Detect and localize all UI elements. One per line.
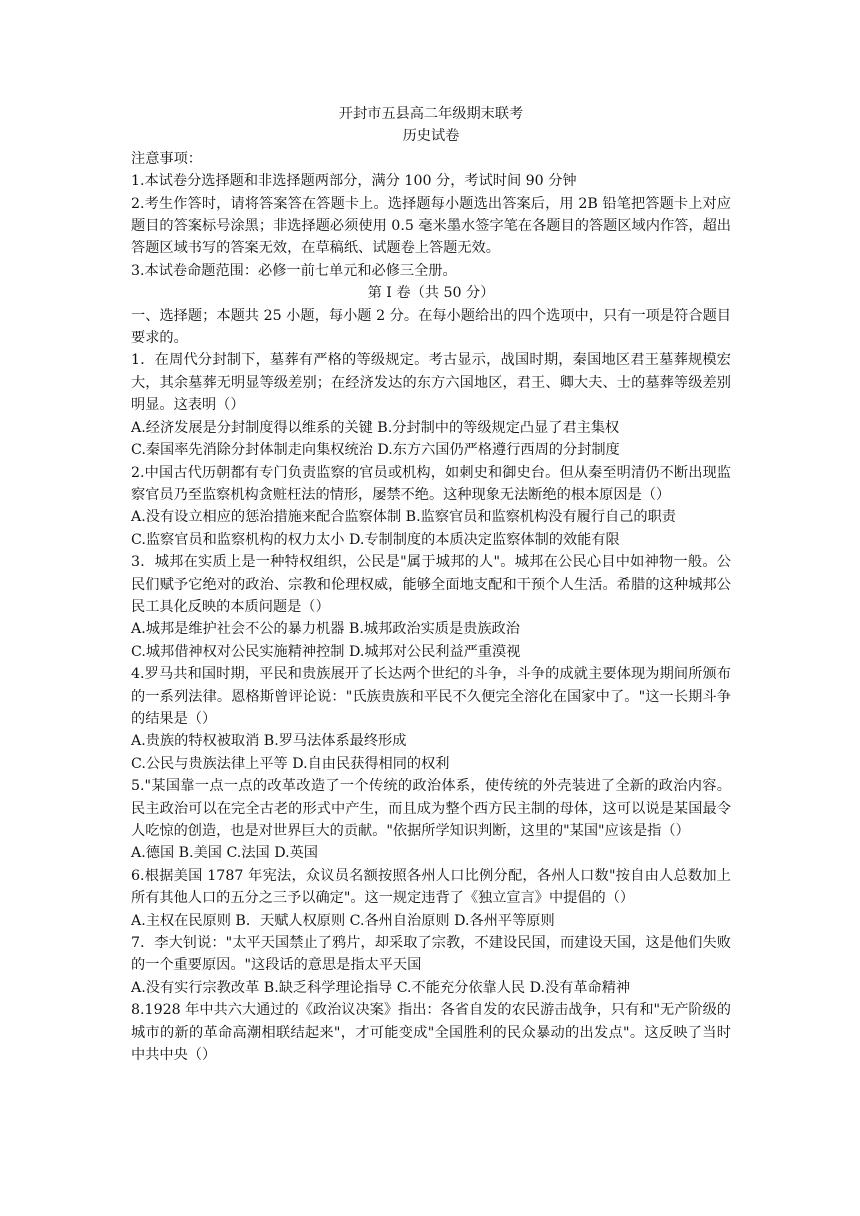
question-options: A.德国 B.美国 C.法国 D.英国 bbox=[131, 845, 318, 862]
question-options: C.秦国率先消除分封体制走向集权统治 D.东方六国仍严格遵行西周的分封制度 bbox=[131, 442, 620, 459]
question-2 bbox=[131, 462, 731, 552]
note-item: 2.考生作答时，请将答案答在答题卡上。选择题每小题选出答案后，用 2B 铅笔把答题卡上对应题目的答案标号涂黑；非选择题必须使用 0.5 毫米墨水签字笔在各题目的答题区域内作答，超出答题区域书写的答案无效，在草稿纸、试题卷上答题无效。 bbox=[131, 195, 731, 257]
question-options: A.主权在民原则 B．天赋人权原则 C.各州自治原则 D.各州平等原则 bbox=[131, 912, 555, 929]
question-stem: 4.罗马共和国时期，平民和贵族展开了长达两个世纪的斗争，斗争的成就主要体现为期间所颁布的一系列法律。恩格斯曾评论说："氏族贵族和平民不久便完全溶化在国家中了。"这一长期斗争的结果是（） bbox=[131, 666, 731, 727]
question-7 bbox=[131, 932, 731, 999]
question-options: C.公民与贵族法律上平等 D.自由民获得相同的权利 bbox=[131, 755, 450, 772]
question-options: A.经济发展是分封制度得以维系的关键 B.分封制中的等级规定凸显了君主集权 bbox=[131, 419, 620, 436]
exam-subject: 历史试卷 bbox=[402, 128, 460, 145]
question-8 bbox=[131, 999, 731, 1066]
question-options: A.城邦是维护社会不公的暴力机器 B.城邦政治实质是贵族政治 bbox=[131, 621, 520, 638]
notes-heading: 注意事项： bbox=[131, 150, 202, 167]
note-item: 1.本试卷分选择题和非选择题两部分，满分 100 分，考试时间 90 分钟 bbox=[131, 173, 577, 190]
question-options: A.贵族的特权被取消 B.罗马法体系最终形成 bbox=[131, 733, 407, 750]
question-stem: 3．城邦在实质上是一种特权组织，公民是"属于城邦的人"。城邦在公民心目中如神物一般。公民们赋予它绝对的政治、宗教和伦理权威，能够全面地支配和干预个人生活。希腊的这种城邦公民工具化反映的本质问题是（） bbox=[131, 554, 731, 615]
exam-title: 开封市五县高二年级期末联考 bbox=[338, 106, 524, 122]
question-stem: 7．李大钊说："太平天国禁止了鸦片，却采取了宗教，不建设民国，而建设天国，这是他们失败的一个重要原因。"这段话的意思是指太平天国 bbox=[131, 935, 731, 974]
question-6 bbox=[131, 865, 731, 932]
question-stem: 8.1928 年中共六大通过的《政治议决案》指出：各省自发的农民游击战争，只有和"无产阶级的城市的新的革命高潮相联结起来"，才可能变成"全国胜利的民众暴动的出发点"。这反映了当时中共中央（） bbox=[131, 1002, 731, 1064]
part1-instruction: 一、选择题；本题共 25 小题，每小题 2 分。在每小题给出的四个选项中，只有一项是符合题目要求的。 bbox=[131, 307, 731, 347]
question-1 bbox=[131, 349, 731, 461]
question-stem: 2.中国古代历朝都有专门负责监察的官员或机构，如刺史和御史台。但从秦至明清仍不断出现监察官员乃至监察机构贪赃枉法的情形，屡禁不绝。这种现象无法断绝的根本原因是（） bbox=[131, 464, 731, 503]
question-options: A.没有设立相应的惩治措施来配合监察体制 B.监察官员和监察机构没有履行自己的职责 bbox=[131, 509, 676, 526]
note-item: 3.本试卷命题范围：必修一前七单元和必修三全册。 bbox=[131, 262, 457, 279]
question-stem: 1．在周代分封制下，墓葬有严格的等级规定。考古显示，战国时期，秦国地区君王墓葬规模宏大，其余墓葬无明显等级差别；在经济发达的东方六国地区，君王、卿大夫、士的墓葬等级差别明显。这表明（） bbox=[131, 352, 731, 414]
question-4 bbox=[131, 663, 731, 775]
question-3 bbox=[131, 551, 731, 663]
question-options: C.城邦借神权对公民实施精神控制 D.城邦对公民利益严重漠视 bbox=[131, 643, 521, 660]
question-5 bbox=[131, 775, 731, 865]
question-stem: 5."某国靠一点一点的改革改造了一个传统的政治体系，使传统的外壳装进了全新的政治内容。民主政治可以在完全古老的形式中产生，而且成为整个西方民主制的母体，这可以说是某国最令人吃惊的创造，也是对世界巨大的贡献。"依据所学知识判断，这里的"某国"应该是指（） bbox=[131, 778, 731, 839]
exam-content bbox=[131, 103, 731, 1066]
part1-title: 第 I 卷（共 50 分） bbox=[367, 285, 495, 302]
question-options: A.没有实行宗教改革 B.缺乏科学理论指导 C.不能充分依靠人民 D.没有革命精神 bbox=[131, 979, 631, 996]
question-options: C.监察官员和监察机构的权力太小 D.专制制度的本质决定监察体制的效能有限 bbox=[131, 531, 620, 548]
question-stem: 6.根据美国 1787 年宪法，众议员名额按照各州人口比例分配，各州人口数"按自由人总数加上所有其他人口的五分之三予以确定"。这一规定违背了《独立宣言》中提倡的（） bbox=[131, 867, 731, 907]
